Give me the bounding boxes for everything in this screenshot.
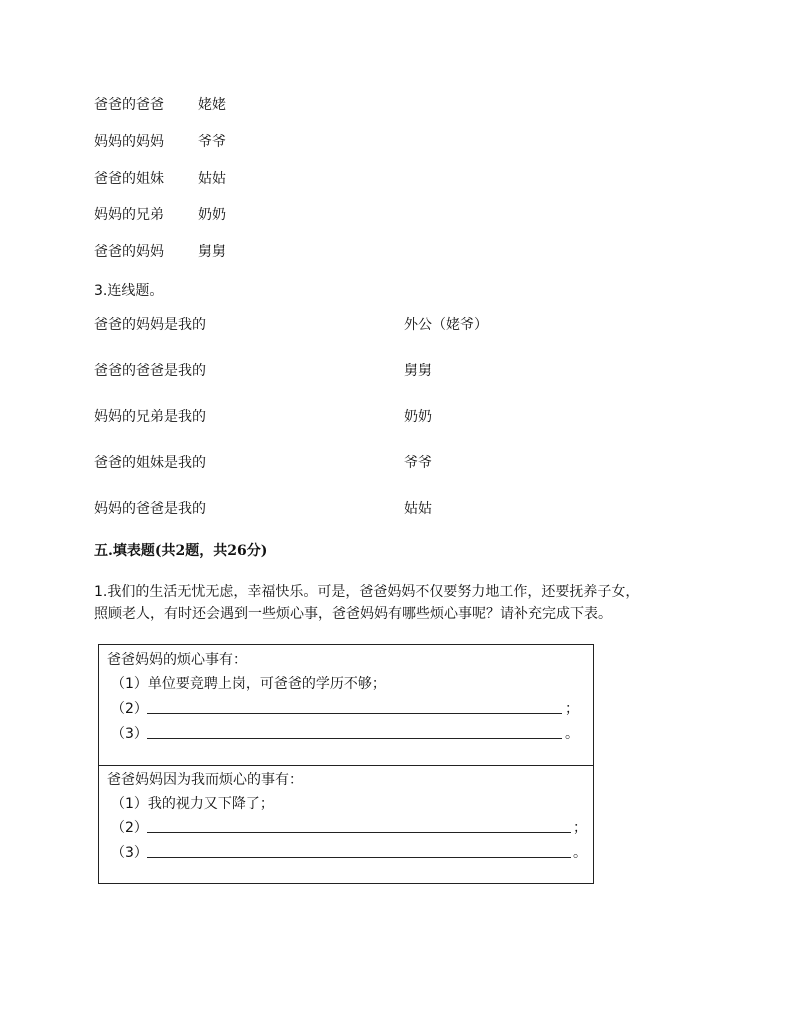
match-left-2: 爸爸的爸爸是我的 bbox=[94, 363, 206, 379]
pair-left-5: 爸爸的妈妈 bbox=[94, 244, 164, 260]
match-right-3: 奶奶 bbox=[404, 409, 432, 425]
upper-item-1: （1）单位要竞聘上岗，可爸爸的学历不够； bbox=[111, 676, 386, 692]
match-left-4: 爸爸的姐妹是我的 bbox=[94, 455, 206, 471]
section-heading: 五.填表题(共2题，共26分) bbox=[94, 543, 268, 559]
lower-item-2-blank[interactable] bbox=[147, 832, 571, 833]
match-left-3: 妈妈的兄弟是我的 bbox=[94, 409, 206, 425]
pair-left-2: 妈妈的妈妈 bbox=[94, 134, 164, 150]
pair-right-2: 爷爷 bbox=[198, 134, 226, 150]
upper-item-2-label: （2） bbox=[111, 701, 148, 717]
lower-item-2-end: ； bbox=[573, 820, 587, 836]
match-right-1: 外公（姥爷） bbox=[404, 317, 488, 333]
match-right-4: 爷爷 bbox=[404, 455, 432, 471]
lower-item-2-label: （2） bbox=[111, 820, 148, 836]
lower-cell-header: 爸爸妈妈因为我而烦心的事有： bbox=[107, 772, 303, 788]
pair-right-5: 舅舅 bbox=[198, 244, 226, 260]
pair-right-1: 姥姥 bbox=[198, 97, 226, 113]
match-right-5: 姑姑 bbox=[404, 501, 432, 517]
upper-item-2-end: ； bbox=[565, 701, 579, 717]
lower-item-3-blank[interactable] bbox=[147, 857, 571, 858]
upper-cell-header: 爸爸妈妈的烦心事有： bbox=[107, 652, 247, 668]
question-1-line-1: 1.我们的生活无忧无虑，幸福快乐。可是，爸爸妈妈不仅要努力地工作，还要抚养子女， bbox=[94, 584, 640, 600]
question-3-title: 3.连线题。 bbox=[94, 283, 164, 299]
table-divider bbox=[99, 765, 593, 766]
fill-in-table bbox=[98, 644, 594, 884]
lower-item-3-label: （3） bbox=[111, 845, 148, 861]
upper-item-3-blank[interactable] bbox=[147, 738, 562, 739]
match-right-2: 舅舅 bbox=[404, 363, 432, 379]
pair-left-3: 爸爸的姐妹 bbox=[94, 171, 164, 187]
upper-item-2-blank[interactable] bbox=[147, 713, 562, 714]
match-left-1: 爸爸的妈妈是我的 bbox=[94, 317, 206, 333]
lower-item-1: （1）我的视力又下降了； bbox=[111, 796, 274, 812]
match-left-5: 妈妈的爸爸是我的 bbox=[94, 501, 206, 517]
question-1-line-2: 照顾老人，有时还会遇到一些烦心事，爸爸妈妈有哪些烦心事呢？请补充完成下表。 bbox=[94, 606, 612, 622]
pair-right-3: 姑姑 bbox=[198, 171, 226, 187]
upper-item-3-end: 。 bbox=[565, 726, 579, 742]
pair-right-4: 奶奶 bbox=[198, 207, 226, 223]
pair-left-1: 爸爸的爸爸 bbox=[94, 97, 164, 113]
pair-left-4: 妈妈的兄弟 bbox=[94, 207, 164, 223]
lower-item-3-end: 。 bbox=[573, 845, 587, 861]
upper-item-3-label: （3） bbox=[111, 726, 148, 742]
